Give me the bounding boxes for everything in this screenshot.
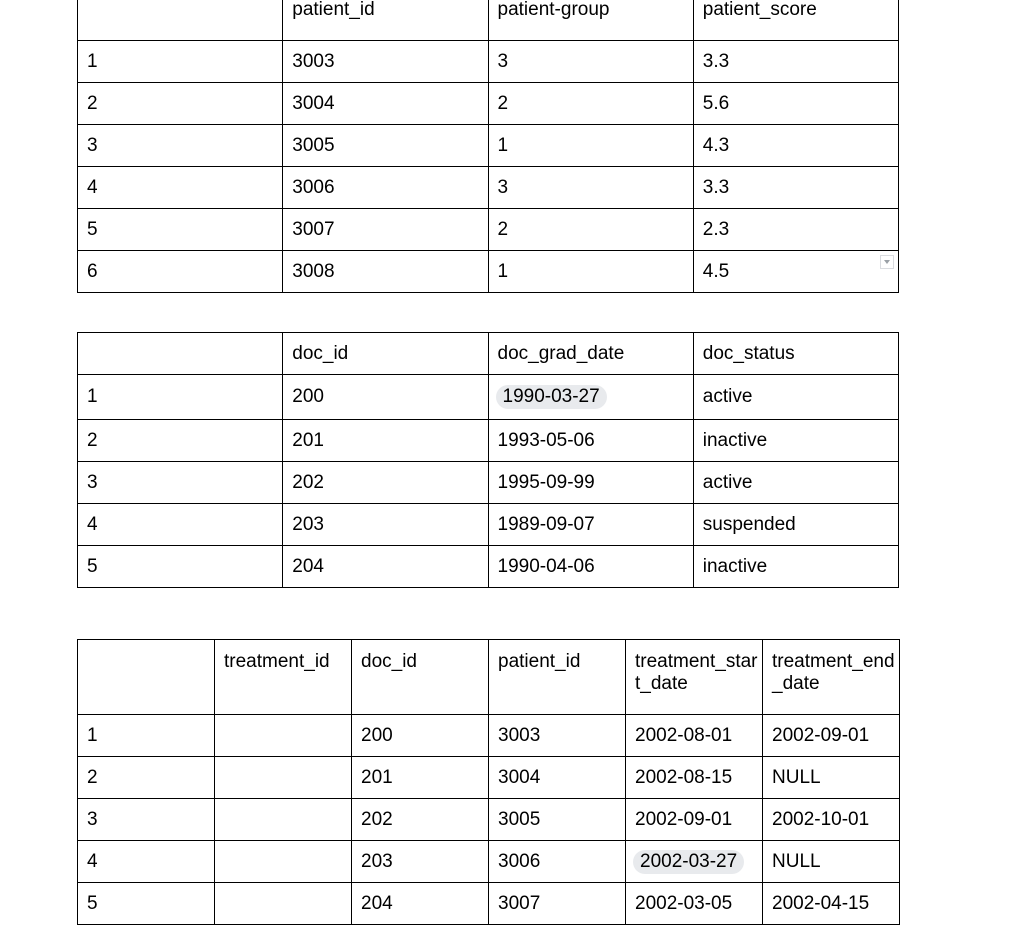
table-cell[interactable]: 2002-08-01 [626,715,763,757]
table-row [78,883,900,925]
table-header-row [78,640,900,715]
table-row [78,420,899,462]
table-row [78,715,900,757]
table-cell[interactable] [626,841,763,883]
table-cell[interactable]: NULL [763,757,900,799]
header-cell[interactable]: patient_id [283,0,488,41]
header-cell[interactable]: patient_id [489,640,626,715]
table-cell[interactable]: 3 [488,167,693,209]
table-cell[interactable]: 3 [78,799,215,841]
table-cell[interactable]: 3007 [283,209,488,251]
table-cell[interactable]: 201 [352,757,489,799]
table-cell[interactable]: 2002-03-05 [626,883,763,925]
table-cell[interactable]: 3004 [283,83,488,125]
table-cell[interactable]: 2 [488,209,693,251]
table-cell[interactable]: 2 [488,83,693,125]
table-cell[interactable]: 203 [283,504,488,546]
table-cell[interactable]: 2 [78,420,283,462]
table-cell[interactable]: 1 [78,715,215,757]
table-cell[interactable]: 2 [78,83,283,125]
table-row [78,375,899,420]
table-cell[interactable]: 3005 [489,799,626,841]
table-cell[interactable]: 4 [78,167,283,209]
header-cell[interactable]: treatment_id [215,640,352,715]
table-cell[interactable]: 3003 [489,715,626,757]
table-cell[interactable]: 1993-05-06 [488,420,693,462]
table-row [78,462,899,504]
table-cell[interactable]: suspended [693,504,898,546]
table-cell[interactable]: 1 [488,251,693,293]
table-cell[interactable]: 2002-04-15 [763,883,900,925]
header-cell[interactable]: doc_grad_date [488,333,693,375]
table-cell[interactable]: active [693,462,898,504]
table-cell[interactable]: 3 [488,41,693,83]
table-cell[interactable]: 1995-09-99 [488,462,693,504]
table-cell[interactable]: 201 [283,420,488,462]
table-cell[interactable]: 200 [283,375,488,420]
table-cell[interactable]: 3004 [489,757,626,799]
header-cell[interactable] [78,640,215,715]
table-cell[interactable]: 1990-04-06 [488,546,693,588]
table-cell[interactable]: 5.6 [693,83,898,125]
table-row [78,757,900,799]
table-row [78,799,900,841]
table-cell[interactable]: 5 [78,546,283,588]
table-cell[interactable]: 202 [283,462,488,504]
table-row [78,209,899,251]
header-cell[interactable]: treatment_end_date [763,640,900,715]
table-cell[interactable]: 5 [78,209,283,251]
table-cell[interactable]: 3 [78,462,283,504]
table-row [78,83,899,125]
header-cell[interactable]: patient-group [488,0,693,41]
table-cell[interactable]: 3007 [489,883,626,925]
table-row [78,251,899,293]
header-cell[interactable] [78,333,283,375]
table-cell[interactable]: 1 [488,125,693,167]
table-header-row [78,333,899,375]
header-cell[interactable]: doc_id [352,640,489,715]
table-cell[interactable]: 4 [78,841,215,883]
table-cell[interactable]: 2002-09-01 [626,799,763,841]
table-cell[interactable]: 200 [352,715,489,757]
table-cell[interactable]: NULL [763,841,900,883]
patients-table [77,0,899,293]
header-cell[interactable]: doc_id [283,333,488,375]
table-cell[interactable] [215,757,352,799]
table-cell[interactable]: 6 [78,251,283,293]
date-chip[interactable]: 2002-03-27 [633,850,744,874]
table-cell[interactable] [215,841,352,883]
table-row [78,841,900,883]
table-cell[interactable]: 3006 [283,167,488,209]
table-cell[interactable]: 3008 [283,251,488,293]
dropdown-arrow-icon[interactable] [880,255,894,269]
table-cell[interactable]: 3.3 [693,41,898,83]
table-cell[interactable]: inactive [693,420,898,462]
table-cell[interactable]: 1989-09-07 [488,504,693,546]
header-cell[interactable] [78,0,283,41]
treatments-table [77,639,900,925]
table-cell[interactable]: 2 [78,757,215,799]
table-cell[interactable]: 3006 [489,841,626,883]
table-cell-text: 4.5 [702,260,730,282]
table-row [78,41,899,83]
table-row [78,125,899,167]
table-cell[interactable]: active [693,375,898,420]
table-cell[interactable]: 2002-09-01 [763,715,900,757]
table-cell[interactable] [215,715,352,757]
table-cell[interactable] [488,375,693,420]
header-cell[interactable]: patient_score [693,0,898,41]
table-cell[interactable]: 1 [78,41,283,83]
doctors-table [77,332,899,588]
table-header-row [78,0,899,41]
table-cell[interactable] [215,883,352,925]
table-cell[interactable]: 2.3 [693,209,898,251]
table-cell[interactable]: inactive [693,546,898,588]
table-cell[interactable]: 3 [78,125,283,167]
table-cell-with-dropdown[interactable] [693,251,898,293]
table-cell[interactable]: 5 [78,883,215,925]
table-cell[interactable] [215,799,352,841]
header-cell[interactable]: treatment_start_date [626,640,763,715]
table-cell[interactable]: 3003 [283,41,488,83]
table-cell[interactable]: 4 [78,504,283,546]
date-chip[interactable]: 1990-03-27 [496,385,607,409]
table-row [78,167,899,209]
table-cell[interactable]: 202 [352,799,489,841]
table-cell[interactable]: 204 [283,546,488,588]
table-cell[interactable]: 1 [78,375,283,420]
table-cell[interactable]: 3.3 [693,167,898,209]
table-row [78,504,899,546]
table-cell[interactable]: 3005 [283,125,488,167]
table-cell[interactable]: 204 [352,883,489,925]
header-cell[interactable]: doc_status [693,333,898,375]
table-row [78,546,899,588]
table-cell[interactable]: 203 [352,841,489,883]
table-cell[interactable]: 2002-10-01 [763,799,900,841]
table-cell[interactable]: 2002-08-15 [626,757,763,799]
table-cell[interactable]: 4.3 [693,125,898,167]
